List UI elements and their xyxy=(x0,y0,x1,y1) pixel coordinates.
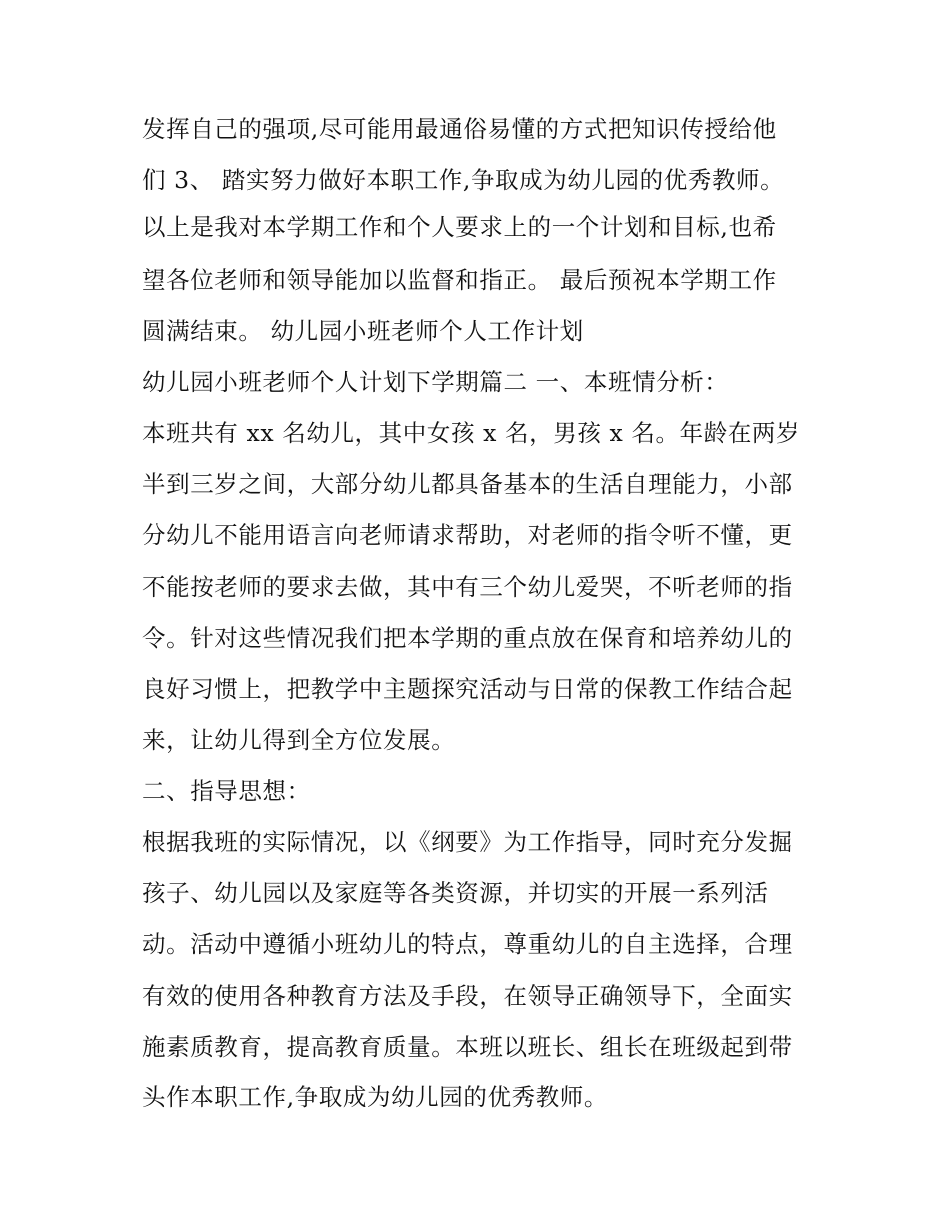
text-line: 动。活动中遵循小班幼儿的特点，尊重幼儿的自主选择，合理 xyxy=(142,930,793,958)
text-line: 不能按老师的要求去做，其中有三个幼儿爱哭，不听老师的指 xyxy=(142,573,793,601)
text-line: 令。针对这些情况我们把本学期的重点放在保育和培养幼儿的 xyxy=(142,624,793,652)
text-line: 有效的使用各种教育方法及手段，在领导正确领导下，全面实 xyxy=(142,982,793,1010)
text-line: 望各位老师和领导能加以监督和指正。 最后预祝本学期工作 xyxy=(142,266,777,294)
text-line: 半到三岁之间，大部分幼儿都具备基本的生活自理能力，小部 xyxy=(142,470,793,498)
text-line: 们 3、 踏实努力做好本职工作,争取成为幼儿园的优秀教师。 xyxy=(142,166,785,194)
section-heading: 二、指导思想： xyxy=(142,777,311,805)
text-line: 幼儿园小班老师个人计划下学期篇二 一、本班情分析： xyxy=(142,368,729,396)
text-line: 孩子、幼儿园以及家庭等各类资源，并切实的开展一系列活 xyxy=(142,879,769,907)
text-line: 施素质教育，提高教育质量。本班以班长、组长在班级起到带 xyxy=(142,1033,793,1061)
text-line: 头作本职工作,争取成为幼儿园的优秀教师。 xyxy=(142,1083,608,1111)
text-line: 圆满结束。 幼儿园小班老师个人工作计划 xyxy=(142,317,584,345)
text-line: 发挥自己的强项,尽可能用最通俗易懂的方式把知识传授给他 xyxy=(142,115,777,143)
text-line: 以上是我对本学期工作和个人要求上的一个计划和目标,也希 xyxy=(142,213,777,241)
text-line: 良好习惯上，把教学中主题探究活动与日常的保教工作结合起 xyxy=(142,675,793,703)
text-line: 本班共有 xx 名幼儿，其中女孩 x 名，男孩 x 名。年龄在两岁 xyxy=(142,419,801,447)
text-line: 分幼儿不能用语言向老师请求帮助，对老师的指令听不懂，更 xyxy=(142,521,793,549)
text-line: 来，让幼儿得到全方位发展。 xyxy=(142,726,456,754)
text-line: 根据我班的实际情况，以《纲要》为工作指导，同时充分发掘 xyxy=(142,828,793,856)
